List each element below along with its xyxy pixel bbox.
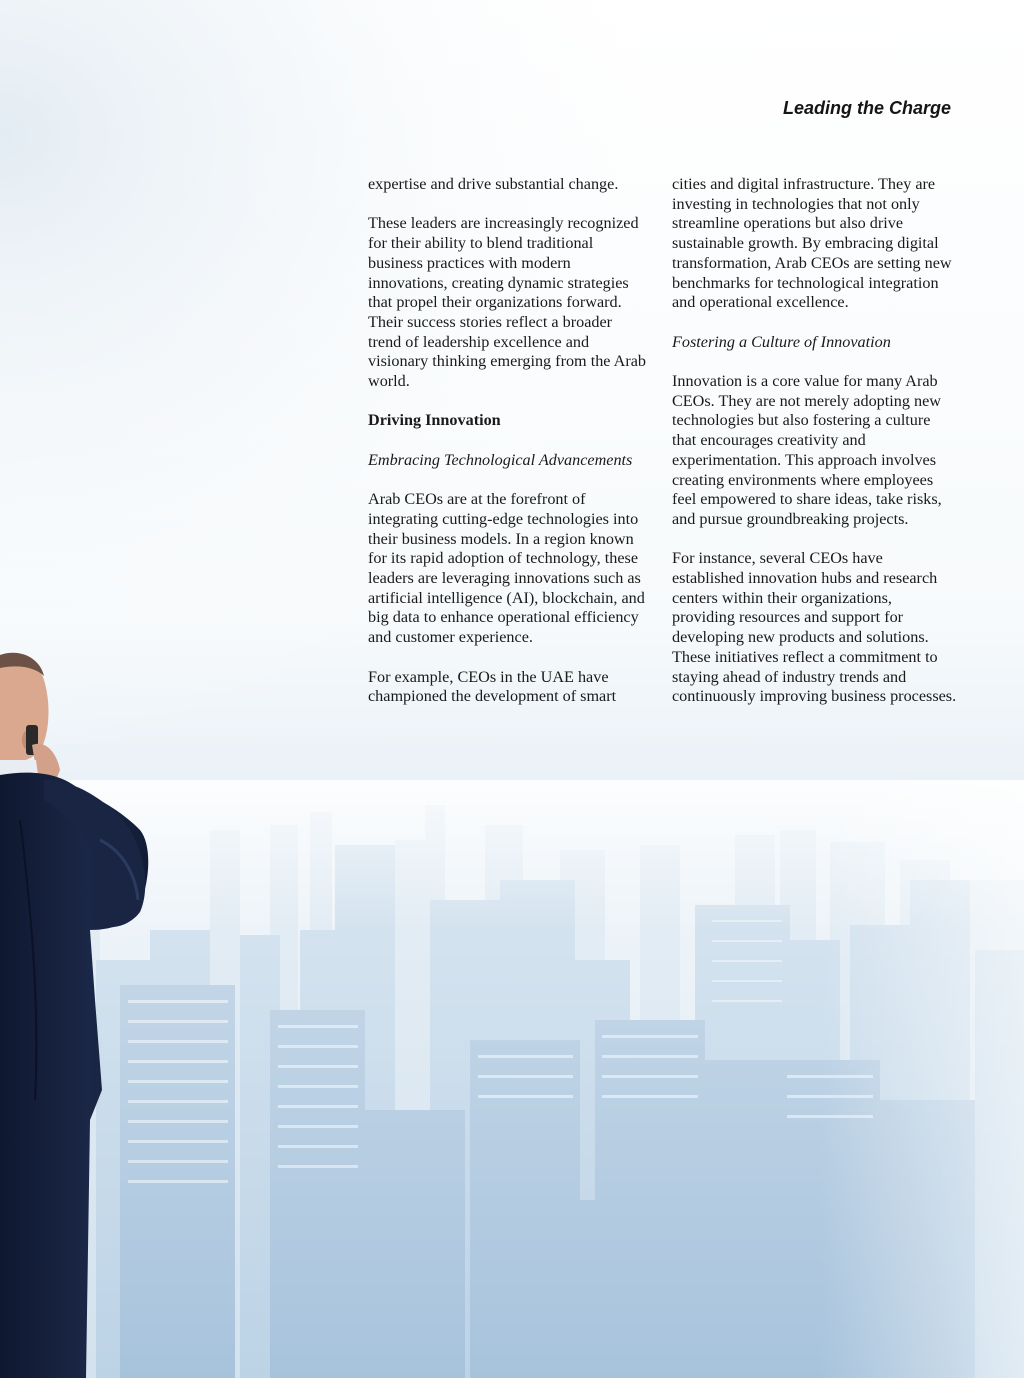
article-column-left — [368, 175, 648, 707]
paragraph: expertise and drive substantial change. — [368, 175, 619, 193]
subheading: Fostering a Culture of Innovation — [672, 332, 891, 351]
paragraph: cities and digital infrastructure. They are investing in technologies that not only streamline operations but also drive sustainable growth. By embracing digital transformation, Arab CEOs are setting new benchmarks for technological integration and operational excellence. — [672, 175, 952, 312]
paragraph: Innovation is a core value for many Arab CEOs. They are not merely adopting new technologies but also fostering a culture that encourages creativity and experimentation. This approach involves creating environments where employees feel empowered to share ideas, take risks, and pursue groundbreaking projects. — [672, 372, 942, 528]
paragraph: Arab CEOs are at the forefront of integrating cutting-edge technologies into their business models. In a region known for its rapid adoption of technology, these leaders are leveraging innovations such as artificial intelligence (AI), blockchain, and big data to enhance operational efficiency and customer experience. — [368, 490, 645, 647]
paragraph: These leaders are increasingly recognized for their ability to blend traditional business practices with modern innovations, creating dynamic strategies that propel their organizations forward. Their success stories reflect a broader trend of leadership excellence and visionary thinking emerging from the Arab world. — [368, 214, 646, 391]
paragraph: For instance, several CEOs have established innovation hubs and research centers within their organizations, providing resources and support for developing new products and solutions. These initiatives reflect a commitment to staying ahead of industry trends and continuously improving business processes. — [672, 549, 957, 706]
article-column-right — [672, 175, 958, 707]
subheading: Embracing Technological Advancements — [368, 450, 633, 469]
section-heading: Driving Innovation — [368, 411, 501, 430]
paragraph: For example, CEOs in the UAE have championed the development of smart — [368, 667, 617, 706]
running-header: Leading the Charge — [782, 98, 951, 118]
